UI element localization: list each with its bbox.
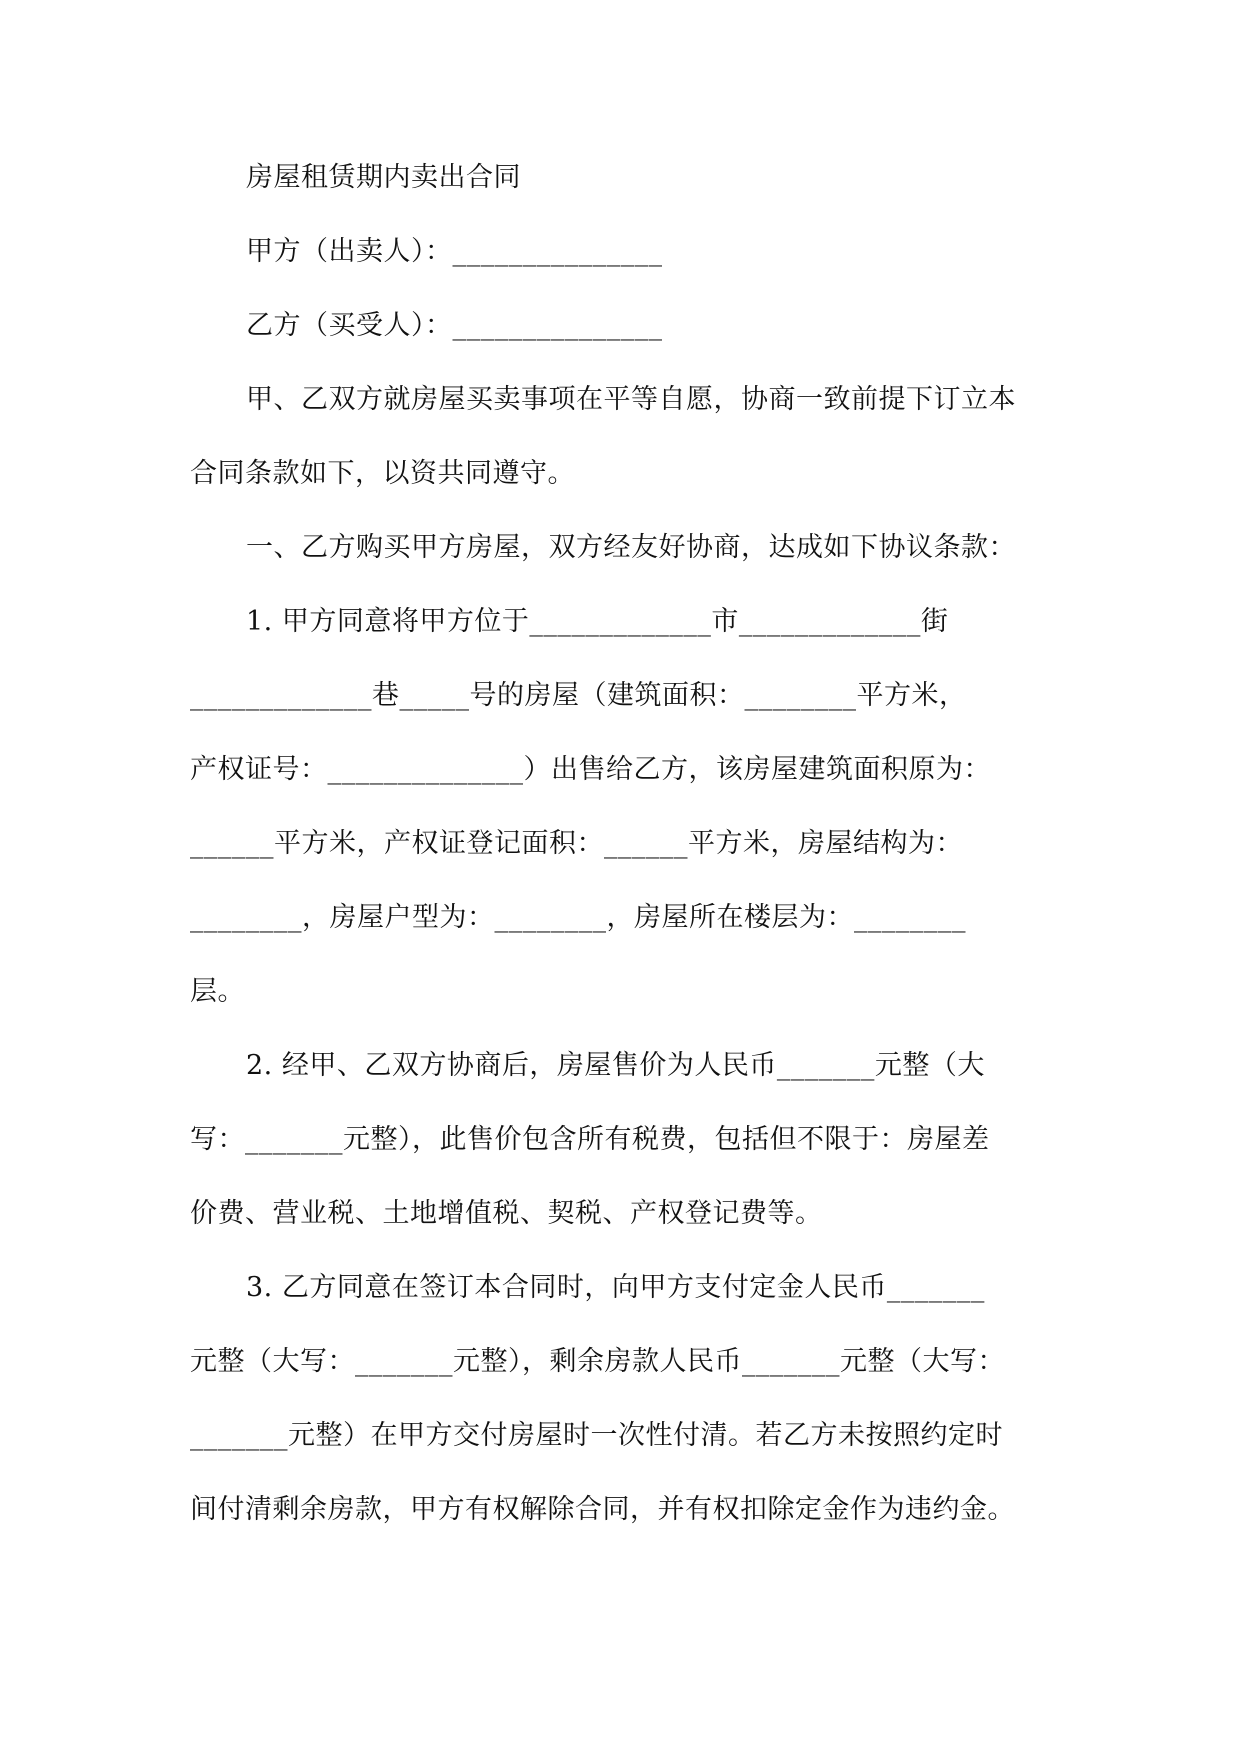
clause-3-line-2: 元整（大写：_______元整），剩余房款人民币_______元整（大写： [190, 1346, 1005, 1377]
clause-1-line-5: ________，房屋户型为：________，房屋所在楼层为：________ [190, 902, 966, 933]
clause-1-line-1: 1. 甲方同意将甲方位于_____________市_____________街 [246, 606, 949, 637]
clause-2-line-3: 价费、营业税、土地增值税、契税、产权登记费等。 [190, 1198, 823, 1229]
clause-2-line-1: 2. 经甲、乙双方协商后，房屋售价为人民币_______元整（大 [246, 1050, 985, 1081]
party-b-line: 乙方（买受人）：_______________ [246, 310, 663, 341]
clause-3-line-4: 间付清剩余房款，甲方有权解除合同，并有权扣除定金作为违约金。 [190, 1494, 1015, 1525]
document-body [190, 141, 1056, 1547]
clause-1-line-4: ______平方米，产权证登记面积：______平方米，房屋结构为： [190, 828, 963, 859]
intro-line-1: 甲、乙双方就房屋买卖事项在平等自愿，协商一致前提下订立本 [246, 384, 1016, 415]
clause-2-line-2: 写：_______元整），此售价包含所有税费，包括但不限于：房屋差 [190, 1124, 990, 1155]
clause-1-line-6: 层。 [190, 976, 245, 1007]
clause-1-line-2: _____________巷_____号的房屋（建筑面积：________平方米， [190, 680, 967, 711]
document-title: 房屋租赁期内卖出合同 [246, 162, 521, 193]
section-1-heading: 一、乙方购买甲方房屋，双方经友好协商，达成如下协议条款： [246, 532, 1016, 563]
intro-line-2: 合同条款如下，以资共同遵守。 [190, 458, 575, 489]
clause-1-line-3: 产权证号：______________）出售给乙方，该房屋建筑面积原为： [190, 754, 991, 785]
party-a-line: 甲方（出卖人）：_______________ [246, 236, 663, 267]
clause-3-line-1: 3. 乙方同意在签订本合同时，向甲方支付定金人民币_______ [246, 1272, 985, 1303]
clause-3-line-3: _______元整）在甲方交付房屋时一次性付清。若乙方未按照约定时 [190, 1420, 1003, 1451]
